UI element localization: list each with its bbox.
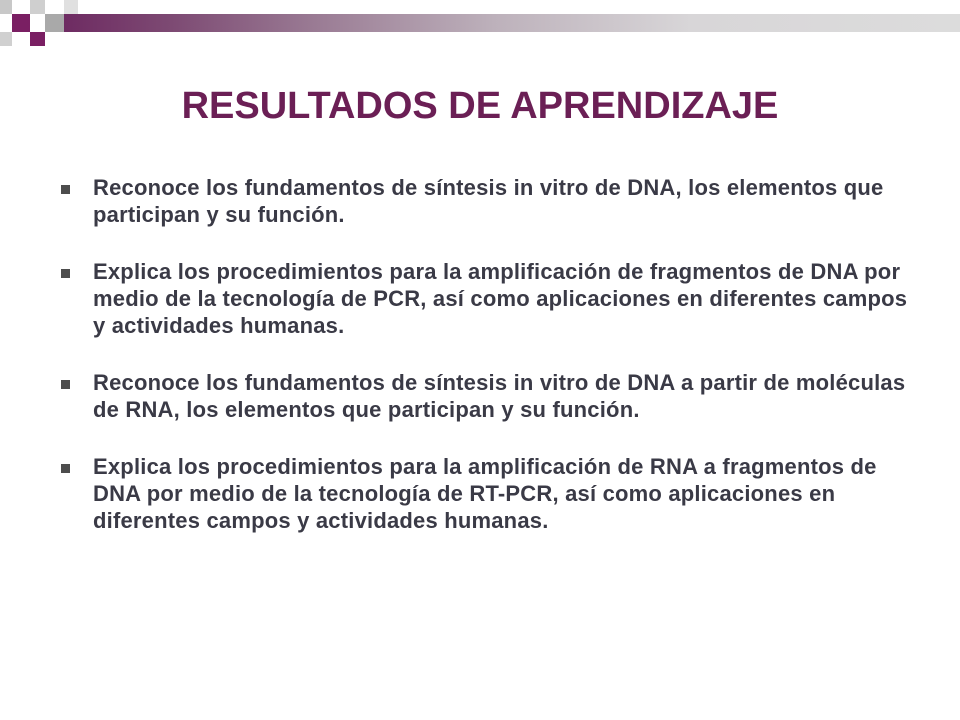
decor-square — [30, 32, 45, 46]
header-decoration — [0, 0, 960, 60]
header-gradient-bar — [64, 14, 960, 32]
list-item-text: Explica los procedimientos para la amplificación de fragmentos de DNA por medio de la tecnología de PCR, así como aplicaciones en diferentes campos y actividades humanas. — [93, 259, 908, 338]
decor-square — [0, 32, 12, 46]
list-item — [60, 369, 920, 423]
square-bullet-icon — [61, 269, 70, 278]
square-bullet-icon — [61, 380, 70, 389]
square-bullet-icon — [61, 185, 70, 194]
list-item-text: Reconoce los fundamentos de síntesis in vitro de DNA a partir de moléculas de RNA, los elementos que participan y su función. — [93, 370, 906, 422]
decor-square — [64, 0, 78, 14]
outcomes-list — [60, 174, 920, 564]
square-bullet-icon — [61, 464, 70, 473]
decor-square — [45, 14, 64, 32]
slide-title: RESULTADOS DE APRENDIZAJE — [181, 85, 779, 127]
list-item-text: Reconoce los fundamentos de síntesis in vitro de DNA, los elementos que participan y su función. — [93, 175, 884, 227]
list-item — [60, 258, 920, 339]
decor-square — [0, 0, 12, 14]
decor-square — [12, 14, 30, 32]
list-item — [60, 453, 920, 534]
decor-square — [30, 0, 45, 14]
list-item — [60, 174, 920, 228]
list-item-text: Explica los procedimientos para la amplificación de RNA a fragmentos de DNA por medio de la tecnología de RT-PCR, así como aplicaciones en diferentes campos y actividades humanas. — [93, 454, 877, 533]
